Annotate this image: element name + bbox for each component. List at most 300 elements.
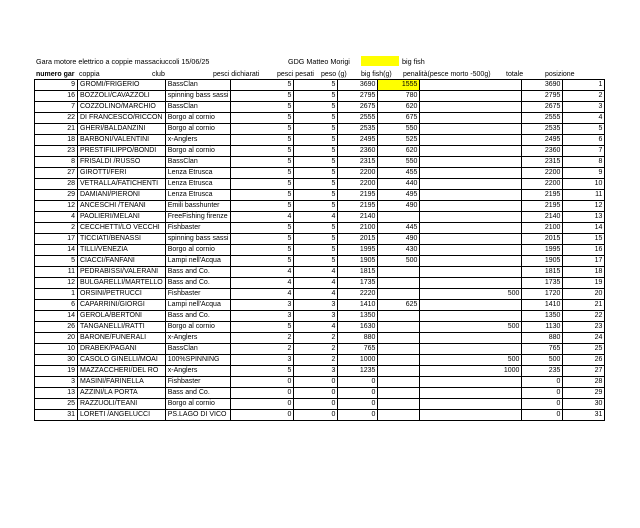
- cell-pesci-pesati[interactable]: 0: [294, 399, 338, 410]
- cell-totale[interactable]: 2360: [522, 146, 563, 157]
- cell-coppia[interactable]: CECCHETTI/LO VECCHI: [78, 223, 166, 234]
- cell-coppia[interactable]: CAPARRINI/GIORGI: [78, 300, 166, 311]
- cell-totale[interactable]: 0: [522, 388, 563, 399]
- cell-peso[interactable]: 2360: [338, 146, 378, 157]
- cell-totale[interactable]: 1720: [522, 289, 563, 300]
- cell-club[interactable]: Fishbaster: [165, 377, 231, 388]
- cell-numero[interactable]: 14: [35, 245, 78, 256]
- cell-pesci-pesati[interactable]: 4: [294, 267, 338, 278]
- cell-big-fish[interactable]: [378, 366, 420, 377]
- cell-penalita[interactable]: [420, 135, 522, 146]
- cell-club[interactable]: BassClan: [165, 157, 231, 168]
- cell-big-fish[interactable]: 430: [378, 245, 420, 256]
- cell-coppia[interactable]: FRISALDI /RUSSO: [78, 157, 166, 168]
- cell-numero[interactable]: 27: [35, 168, 78, 179]
- cell-posizione[interactable]: 23: [563, 322, 605, 333]
- cell-posizione[interactable]: 3: [563, 102, 605, 113]
- cell-big-fish[interactable]: 550: [378, 124, 420, 135]
- cell-posizione[interactable]: 9: [563, 168, 605, 179]
- cell-coppia[interactable]: PRESTIFILIPPO/BONDI: [78, 146, 166, 157]
- cell-big-fish[interactable]: [378, 212, 420, 223]
- cell-club[interactable]: x-Anglers: [165, 366, 231, 377]
- cell-big-fish[interactable]: 440: [378, 179, 420, 190]
- cell-posizione[interactable]: 16: [563, 245, 605, 256]
- cell-pesci-dichiarati[interactable]: 2: [231, 344, 294, 355]
- cell-penalita[interactable]: [420, 377, 522, 388]
- cell-penalita[interactable]: [420, 278, 522, 289]
- cell-pesci-pesati[interactable]: 2: [294, 355, 338, 366]
- cell-pesci-dichiarati[interactable]: 5: [231, 366, 294, 377]
- cell-posizione[interactable]: 10: [563, 179, 605, 190]
- cell-coppia[interactable]: CASOLO GINELLI/MOAI: [78, 355, 166, 366]
- cell-pesci-pesati[interactable]: 5: [294, 201, 338, 212]
- cell-numero[interactable]: 26: [35, 322, 78, 333]
- cell-posizione[interactable]: 21: [563, 300, 605, 311]
- cell-club[interactable]: Lampi nell'Acqua: [165, 256, 231, 267]
- cell-big-fish[interactable]: [378, 267, 420, 278]
- cell-numero[interactable]: 28: [35, 179, 78, 190]
- cell-totale[interactable]: 2555: [522, 113, 563, 124]
- cell-club[interactable]: Bass and Co.: [165, 267, 231, 278]
- cell-pesci-pesati[interactable]: 5: [294, 157, 338, 168]
- cell-numero[interactable]: 7: [35, 102, 78, 113]
- cell-numero[interactable]: 20: [35, 333, 78, 344]
- cell-penalita[interactable]: [420, 245, 522, 256]
- cell-pesci-dichiarati[interactable]: 5: [231, 190, 294, 201]
- cell-posizione[interactable]: 20: [563, 289, 605, 300]
- cell-club[interactable]: spinning bass sassi: [165, 91, 231, 102]
- cell-posizione[interactable]: 30: [563, 399, 605, 410]
- cell-coppia[interactable]: LORETI /ANGELUCCI: [78, 410, 166, 421]
- cell-totale[interactable]: 500: [522, 355, 563, 366]
- cell-pesci-pesati[interactable]: 5: [294, 80, 338, 91]
- cell-club[interactable]: PS.LAGO DI VICO: [165, 410, 231, 421]
- cell-peso[interactable]: 1815: [338, 267, 378, 278]
- cell-coppia[interactable]: GIROTTI/FERI: [78, 168, 166, 179]
- cell-numero[interactable]: 11: [35, 267, 78, 278]
- cell-peso[interactable]: 2140: [338, 212, 378, 223]
- cell-numero[interactable]: 21: [35, 124, 78, 135]
- cell-peso[interactable]: 0: [338, 388, 378, 399]
- cell-pesci-dichiarati[interactable]: 5: [231, 146, 294, 157]
- cell-totale[interactable]: 2200: [522, 168, 563, 179]
- cell-pesci-dichiarati[interactable]: 4: [231, 212, 294, 223]
- cell-pesci-dichiarati[interactable]: 5: [231, 157, 294, 168]
- cell-big-fish[interactable]: 675: [378, 113, 420, 124]
- cell-posizione[interactable]: 15: [563, 234, 605, 245]
- cell-totale[interactable]: 1130: [522, 322, 563, 333]
- cell-penalita[interactable]: [420, 344, 522, 355]
- cell-coppia[interactable]: RAZZUOLI/TEANI: [78, 399, 166, 410]
- cell-numero[interactable]: 12: [35, 201, 78, 212]
- cell-penalita[interactable]: [420, 212, 522, 223]
- cell-big-fish[interactable]: [378, 322, 420, 333]
- cell-posizione[interactable]: 13: [563, 212, 605, 223]
- cell-big-fish[interactable]: 625: [378, 300, 420, 311]
- cell-coppia[interactable]: DRABEK/PAGANI: [78, 344, 166, 355]
- cell-club[interactable]: Borgo al cornio: [165, 113, 231, 124]
- cell-totale[interactable]: 0: [522, 410, 563, 421]
- cell-totale[interactable]: 0: [522, 399, 563, 410]
- cell-club[interactable]: Bass and Co.: [165, 311, 231, 322]
- cell-totale[interactable]: 2100: [522, 223, 563, 234]
- cell-peso[interactable]: 0: [338, 399, 378, 410]
- cell-big-fish[interactable]: 550: [378, 157, 420, 168]
- cell-pesci-pesati[interactable]: 0: [294, 410, 338, 421]
- cell-pesci-pesati[interactable]: 5: [294, 223, 338, 234]
- cell-big-fish[interactable]: [378, 355, 420, 366]
- cell-numero[interactable]: 2: [35, 223, 78, 234]
- cell-pesci-dichiarati[interactable]: 4: [231, 289, 294, 300]
- cell-numero[interactable]: 17: [35, 234, 78, 245]
- cell-posizione[interactable]: 14: [563, 223, 605, 234]
- cell-coppia[interactable]: BARBONI/VALENTINI: [78, 135, 166, 146]
- cell-coppia[interactable]: BULGARELLI/MARTELLO: [78, 278, 166, 289]
- cell-pesci-pesati[interactable]: 5: [294, 245, 338, 256]
- cell-club[interactable]: BassClan: [165, 344, 231, 355]
- cell-pesci-pesati[interactable]: 5: [294, 113, 338, 124]
- cell-pesci-dichiarati[interactable]: 5: [231, 168, 294, 179]
- cell-totale[interactable]: 3690: [522, 80, 563, 91]
- cell-numero[interactable]: 6: [35, 300, 78, 311]
- cell-numero[interactable]: 22: [35, 113, 78, 124]
- cell-pesci-dichiarati[interactable]: 5: [231, 80, 294, 91]
- cell-posizione[interactable]: 26: [563, 355, 605, 366]
- cell-peso[interactable]: 1410: [338, 300, 378, 311]
- cell-posizione[interactable]: 17: [563, 256, 605, 267]
- cell-penalita[interactable]: [420, 388, 522, 399]
- cell-pesci-dichiarati[interactable]: 3: [231, 300, 294, 311]
- cell-peso[interactable]: 0: [338, 377, 378, 388]
- cell-coppia[interactable]: MASINI/FARINELLA: [78, 377, 166, 388]
- cell-penalita[interactable]: [420, 146, 522, 157]
- cell-numero[interactable]: 12: [35, 278, 78, 289]
- cell-club[interactable]: Bass and Co.: [165, 388, 231, 399]
- cell-big-fish[interactable]: [378, 388, 420, 399]
- cell-club[interactable]: Lenza Etrusca: [165, 179, 231, 190]
- cell-big-fish[interactable]: [378, 399, 420, 410]
- cell-penalita[interactable]: 1000: [420, 366, 522, 377]
- cell-club[interactable]: Bass and Co.: [165, 278, 231, 289]
- cell-pesci-dichiarati[interactable]: 5: [231, 256, 294, 267]
- cell-numero[interactable]: 29: [35, 190, 78, 201]
- cell-coppia[interactable]: AZZINI/LA PORTA: [78, 388, 166, 399]
- cell-peso[interactable]: 1905: [338, 256, 378, 267]
- cell-pesci-dichiarati[interactable]: 5: [231, 124, 294, 135]
- cell-big-fish[interactable]: 455: [378, 168, 420, 179]
- cell-pesci-pesati[interactable]: 5: [294, 190, 338, 201]
- cell-peso[interactable]: 765: [338, 344, 378, 355]
- cell-peso[interactable]: 1995: [338, 245, 378, 256]
- cell-posizione[interactable]: 2: [563, 91, 605, 102]
- cell-penalita[interactable]: [420, 223, 522, 234]
- cell-pesci-dichiarati[interactable]: 5: [231, 223, 294, 234]
- cell-penalita[interactable]: [420, 333, 522, 344]
- cell-big-fish[interactable]: 445: [378, 223, 420, 234]
- cell-totale[interactable]: 1905: [522, 256, 563, 267]
- cell-peso[interactable]: 2195: [338, 201, 378, 212]
- cell-peso[interactable]: 2795: [338, 91, 378, 102]
- cell-numero[interactable]: 8: [35, 157, 78, 168]
- cell-posizione[interactable]: 29: [563, 388, 605, 399]
- cell-coppia[interactable]: VETRALLA/FATICHENTI: [78, 179, 166, 190]
- cell-club[interactable]: x-Anglers: [165, 333, 231, 344]
- cell-pesci-dichiarati[interactable]: 0: [231, 377, 294, 388]
- cell-posizione[interactable]: 24: [563, 333, 605, 344]
- cell-penalita[interactable]: [420, 168, 522, 179]
- cell-numero[interactable]: 25: [35, 399, 78, 410]
- cell-coppia[interactable]: GHERI/BALDANZINI: [78, 124, 166, 135]
- cell-peso[interactable]: 2535: [338, 124, 378, 135]
- cell-pesci-dichiarati[interactable]: 5: [231, 201, 294, 212]
- cell-numero[interactable]: 30: [35, 355, 78, 366]
- cell-club[interactable]: Lampi nell'Acqua: [165, 300, 231, 311]
- cell-peso[interactable]: 2015: [338, 234, 378, 245]
- cell-pesci-dichiarati[interactable]: 0: [231, 410, 294, 421]
- cell-big-fish[interactable]: [378, 377, 420, 388]
- cell-coppia[interactable]: COZZOLINO/MARCHIO: [78, 102, 166, 113]
- cell-pesci-pesati[interactable]: 3: [294, 366, 338, 377]
- cell-numero[interactable]: 19: [35, 366, 78, 377]
- cell-big-fish[interactable]: [378, 278, 420, 289]
- cell-big-fish[interactable]: 495: [378, 190, 420, 201]
- cell-pesci-pesati[interactable]: 3: [294, 300, 338, 311]
- cell-peso[interactable]: 880: [338, 333, 378, 344]
- cell-big-fish[interactable]: [378, 289, 420, 300]
- cell-coppia[interactable]: TICCIATI/BENASSI: [78, 234, 166, 245]
- cell-club[interactable]: BassClan: [165, 102, 231, 113]
- cell-numero[interactable]: 18: [35, 135, 78, 146]
- cell-coppia[interactable]: PEDRABISSI/VALERANI: [78, 267, 166, 278]
- cell-pesci-pesati[interactable]: 4: [294, 322, 338, 333]
- cell-totale[interactable]: 2795: [522, 91, 563, 102]
- cell-pesci-pesati[interactable]: 5: [294, 179, 338, 190]
- cell-totale[interactable]: 1350: [522, 311, 563, 322]
- cell-posizione[interactable]: 12: [563, 201, 605, 212]
- cell-club[interactable]: Borgo al cornio: [165, 322, 231, 333]
- cell-posizione[interactable]: 1: [563, 80, 605, 91]
- cell-club[interactable]: spinning bass sassi: [165, 234, 231, 245]
- cell-posizione[interactable]: 19: [563, 278, 605, 289]
- cell-numero[interactable]: 1: [35, 289, 78, 300]
- cell-pesci-dichiarati[interactable]: 5: [231, 113, 294, 124]
- cell-big-fish[interactable]: [378, 333, 420, 344]
- cell-peso[interactable]: 1350: [338, 311, 378, 322]
- cell-big-fish[interactable]: 780: [378, 91, 420, 102]
- cell-pesci-pesati[interactable]: 5: [294, 168, 338, 179]
- cell-totale[interactable]: 2315: [522, 157, 563, 168]
- cell-penalita[interactable]: [420, 300, 522, 311]
- cell-pesci-dichiarati[interactable]: 2: [231, 333, 294, 344]
- cell-club[interactable]: FreeFishing firenze: [165, 212, 231, 223]
- cell-coppia[interactable]: MAZZACCHERI/DEL RO: [78, 366, 166, 377]
- cell-peso[interactable]: 2195: [338, 190, 378, 201]
- cell-coppia[interactable]: BOZZOLI/CAVAZZOLI: [78, 91, 166, 102]
- cell-posizione[interactable]: 8: [563, 157, 605, 168]
- cell-pesci-pesati[interactable]: 0: [294, 388, 338, 399]
- cell-peso[interactable]: 2555: [338, 113, 378, 124]
- cell-pesci-pesati[interactable]: 5: [294, 256, 338, 267]
- cell-big-fish[interactable]: [378, 410, 420, 421]
- cell-totale[interactable]: 2495: [522, 135, 563, 146]
- cell-peso[interactable]: 2315: [338, 157, 378, 168]
- cell-totale[interactable]: 1995: [522, 245, 563, 256]
- cell-posizione[interactable]: 27: [563, 366, 605, 377]
- cell-pesci-dichiarati[interactable]: 0: [231, 399, 294, 410]
- cell-peso[interactable]: 2220: [338, 289, 378, 300]
- cell-penalita[interactable]: [420, 311, 522, 322]
- cell-peso[interactable]: 1000: [338, 355, 378, 366]
- cell-big-fish[interactable]: 490: [378, 234, 420, 245]
- cell-penalita[interactable]: [420, 190, 522, 201]
- cell-club[interactable]: Emili basshunter: [165, 201, 231, 212]
- cell-coppia[interactable]: ORSINI/PETRUCCI: [78, 289, 166, 300]
- cell-pesci-pesati[interactable]: 2: [294, 344, 338, 355]
- cell-club[interactable]: Lenza Etrusca: [165, 190, 231, 201]
- cell-totale[interactable]: 2195: [522, 190, 563, 201]
- cell-penalita[interactable]: [420, 234, 522, 245]
- cell-posizione[interactable]: 7: [563, 146, 605, 157]
- cell-pesci-dichiarati[interactable]: 5: [231, 245, 294, 256]
- cell-coppia[interactable]: PAOLIERI/MELANI: [78, 212, 166, 223]
- cell-pesci-dichiarati[interactable]: 5: [231, 179, 294, 190]
- cell-pesci-dichiarati[interactable]: 5: [231, 234, 294, 245]
- cell-posizione[interactable]: 18: [563, 267, 605, 278]
- cell-totale[interactable]: 1410: [522, 300, 563, 311]
- cell-totale[interactable]: 2195: [522, 201, 563, 212]
- cell-coppia[interactable]: GROMI/FRIGERIO: [78, 80, 166, 91]
- cell-penalita[interactable]: [420, 399, 522, 410]
- cell-pesci-dichiarati[interactable]: 3: [231, 355, 294, 366]
- cell-penalita[interactable]: [420, 91, 522, 102]
- cell-totale[interactable]: 0: [522, 377, 563, 388]
- cell-penalita[interactable]: 500: [420, 289, 522, 300]
- cell-peso[interactable]: 2100: [338, 223, 378, 234]
- cell-coppia[interactable]: BARONE/FUNERALI: [78, 333, 166, 344]
- cell-pesci-pesati[interactable]: 3: [294, 311, 338, 322]
- cell-coppia[interactable]: DAMIANI/PIERONI: [78, 190, 166, 201]
- cell-club[interactable]: BassClan: [165, 80, 231, 91]
- cell-big-fish[interactable]: [378, 311, 420, 322]
- cell-penalita[interactable]: [420, 179, 522, 190]
- cell-peso[interactable]: 2200: [338, 168, 378, 179]
- cell-coppia[interactable]: DI FRANCESCO/RICCON: [78, 113, 166, 124]
- cell-peso[interactable]: 2675: [338, 102, 378, 113]
- cell-club[interactable]: Borgo al cornio: [165, 399, 231, 410]
- cell-numero[interactable]: 10: [35, 344, 78, 355]
- cell-pesci-pesati[interactable]: 5: [294, 234, 338, 245]
- cell-club[interactable]: Borgo al cornio: [165, 245, 231, 256]
- cell-penalita[interactable]: [420, 410, 522, 421]
- cell-pesci-dichiarati[interactable]: 5: [231, 91, 294, 102]
- cell-big-fish[interactable]: 1555: [378, 80, 420, 91]
- cell-coppia[interactable]: TANGANELLI/RATTI: [78, 322, 166, 333]
- cell-coppia[interactable]: GEROLA/BERTONI: [78, 311, 166, 322]
- cell-penalita[interactable]: [420, 267, 522, 278]
- cell-big-fish[interactable]: 490: [378, 201, 420, 212]
- cell-posizione[interactable]: 4: [563, 113, 605, 124]
- cell-totale[interactable]: 2140: [522, 212, 563, 223]
- cell-totale[interactable]: 2015: [522, 234, 563, 245]
- cell-totale[interactable]: 880: [522, 333, 563, 344]
- cell-pesci-pesati[interactable]: 0: [294, 377, 338, 388]
- cell-pesci-dichiarati[interactable]: 5: [231, 135, 294, 146]
- cell-posizione[interactable]: 5: [563, 124, 605, 135]
- cell-penalita[interactable]: [420, 124, 522, 135]
- cell-peso[interactable]: 1735: [338, 278, 378, 289]
- cell-totale[interactable]: 2675: [522, 102, 563, 113]
- cell-pesci-pesati[interactable]: 2: [294, 333, 338, 344]
- cell-numero[interactable]: 23: [35, 146, 78, 157]
- cell-peso[interactable]: 1630: [338, 322, 378, 333]
- cell-totale[interactable]: 1815: [522, 267, 563, 278]
- cell-penalita[interactable]: 500: [420, 355, 522, 366]
- cell-posizione[interactable]: 28: [563, 377, 605, 388]
- cell-club[interactable]: 100%SPINNING: [165, 355, 231, 366]
- cell-big-fish[interactable]: 525: [378, 135, 420, 146]
- cell-pesci-pesati[interactable]: 5: [294, 102, 338, 113]
- cell-penalita[interactable]: [420, 113, 522, 124]
- cell-pesci-pesati[interactable]: 4: [294, 278, 338, 289]
- cell-club[interactable]: Fishbaster: [165, 289, 231, 300]
- cell-totale[interactable]: 2200: [522, 179, 563, 190]
- cell-pesci-pesati[interactable]: 4: [294, 212, 338, 223]
- cell-peso[interactable]: 2495: [338, 135, 378, 146]
- cell-pesci-pesati[interactable]: 5: [294, 124, 338, 135]
- cell-posizione[interactable]: 22: [563, 311, 605, 322]
- cell-peso[interactable]: 1235: [338, 366, 378, 377]
- cell-coppia[interactable]: ANCESCHI /TENANI: [78, 201, 166, 212]
- cell-posizione[interactable]: 11: [563, 190, 605, 201]
- cell-big-fish[interactable]: 620: [378, 146, 420, 157]
- cell-peso[interactable]: 2200: [338, 179, 378, 190]
- cell-pesci-pesati[interactable]: 5: [294, 91, 338, 102]
- cell-totale[interactable]: 1735: [522, 278, 563, 289]
- cell-big-fish[interactable]: [378, 344, 420, 355]
- cell-pesci-pesati[interactable]: 5: [294, 135, 338, 146]
- cell-pesci-pesati[interactable]: 4: [294, 289, 338, 300]
- cell-pesci-dichiarati[interactable]: 4: [231, 278, 294, 289]
- cell-totale[interactable]: 765: [522, 344, 563, 355]
- cell-posizione[interactable]: 6: [563, 135, 605, 146]
- cell-numero[interactable]: 16: [35, 91, 78, 102]
- cell-penalita[interactable]: 500: [420, 322, 522, 333]
- cell-numero[interactable]: 13: [35, 388, 78, 399]
- cell-pesci-dichiarati[interactable]: 0: [231, 388, 294, 399]
- cell-pesci-pesati[interactable]: 5: [294, 146, 338, 157]
- cell-numero[interactable]: 14: [35, 311, 78, 322]
- cell-penalita[interactable]: [420, 256, 522, 267]
- cell-numero[interactable]: 31: [35, 410, 78, 421]
- cell-club[interactable]: Borgo al cornio: [165, 124, 231, 135]
- cell-numero[interactable]: 5: [35, 256, 78, 267]
- cell-peso[interactable]: 3690: [338, 80, 378, 91]
- cell-pesci-dichiarati[interactable]: 5: [231, 102, 294, 113]
- cell-posizione[interactable]: 25: [563, 344, 605, 355]
- cell-numero[interactable]: 9: [35, 80, 78, 91]
- cell-totale[interactable]: 235: [522, 366, 563, 377]
- cell-club[interactable]: Lenza Etrusca: [165, 168, 231, 179]
- cell-penalita[interactable]: [420, 102, 522, 113]
- cell-totale[interactable]: 2535: [522, 124, 563, 135]
- cell-club[interactable]: Fishbaster: [165, 223, 231, 234]
- cell-pesci-dichiarati[interactable]: 3: [231, 311, 294, 322]
- cell-peso[interactable]: 0: [338, 410, 378, 421]
- cell-numero[interactable]: 3: [35, 377, 78, 388]
- cell-penalita[interactable]: [420, 80, 522, 91]
- cell-posizione[interactable]: 31: [563, 410, 605, 421]
- cell-penalita[interactable]: [420, 157, 522, 168]
